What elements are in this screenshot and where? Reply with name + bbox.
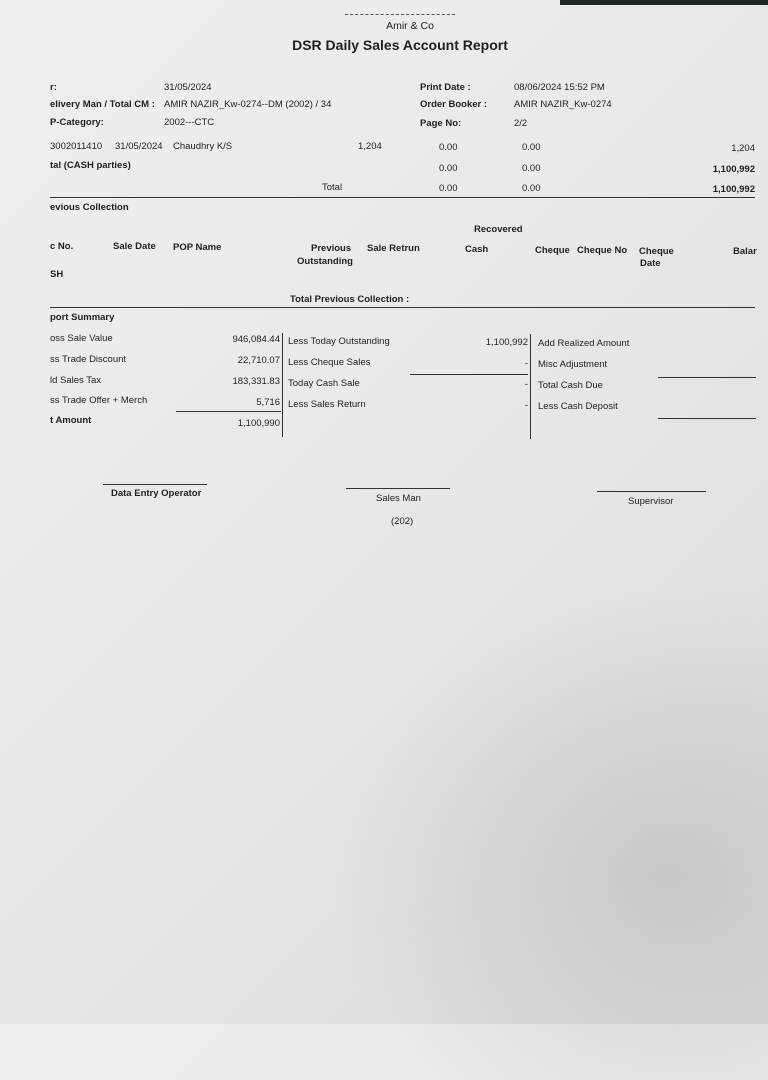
data-entry-label: Data Entry Operator [111, 488, 202, 499]
summary-left-label: ss Trade Offer + Merch [50, 395, 148, 406]
col-pop-name: POP Name [173, 242, 222, 253]
summary-left-value: 5,716 [256, 397, 280, 408]
summary-mid-value: - [524, 358, 528, 369]
summary-left-value: 22,710.07 [237, 355, 280, 366]
summary-left-label: oss Sale Value [50, 333, 113, 344]
data-entry-signature-line [103, 484, 207, 485]
page-code: (202) [391, 516, 414, 527]
summary-mid-value: 1,100,992 [485, 337, 528, 348]
sales-man-signature-line [346, 488, 450, 489]
cheque-sales-rule [410, 374, 528, 375]
summary-mid-value: - [524, 379, 528, 390]
col-sale-date: Sale Date [113, 241, 156, 252]
summary-mid-label: Less Sales Return [288, 399, 366, 410]
col-prev-outstanding-2: Outstanding [297, 256, 353, 267]
total-rule [50, 197, 755, 198]
col-sale-return: Sale Retrun [367, 243, 420, 254]
date-label: r: [50, 82, 57, 93]
cash-group-label: SH [50, 269, 64, 280]
summary-divider-1 [282, 333, 283, 437]
summary-right-label: Misc Adjustment [538, 359, 608, 370]
summary-right-label: Less Cash Deposit [538, 401, 618, 412]
total-grand: 1,100,992 [712, 184, 755, 195]
col-cheque-no: Cheque No [577, 245, 628, 256]
summary-mid-value: - [524, 400, 528, 411]
total-col1: 0.00 [439, 183, 458, 194]
report-title: DSR Daily Sales Account Report [292, 37, 508, 53]
total-col2: 0.00 [522, 183, 541, 194]
invoice-customer: Chaudhry K/S [173, 141, 233, 152]
category-label: P-Category: [50, 117, 104, 128]
supervisor-signature-line [597, 491, 706, 492]
cash-parties-col2: 0.00 [522, 163, 541, 174]
sales-man-label: Sales Man [376, 493, 421, 504]
summary-left-label: ss Trade Discount [50, 354, 127, 365]
col-balance: Balar [733, 246, 757, 257]
invoice-col1: 0.00 [439, 142, 458, 153]
summary-mid-label: Less Today Outstanding [288, 336, 390, 347]
col-prev-outstanding-1: Previous [311, 243, 352, 254]
summary-net-value: 1,100,990 [237, 418, 280, 429]
invoice-amount: 1,204 [358, 141, 382, 152]
total-label: Total [322, 182, 343, 193]
misc-adjustment-rule [658, 377, 756, 378]
summary-mid-label: Less Cheque Sales [288, 357, 371, 368]
col-inv-no: c No. [50, 241, 74, 252]
paper-shadow [300, 560, 768, 1080]
delivery-label: elivery Man / Total CM : [50, 99, 155, 110]
summary-left-value: 946,084.44 [232, 334, 280, 345]
page-label: Page No: [420, 118, 462, 129]
prev-collection-title: evious Collection [50, 202, 129, 213]
print-date-label: Print Date : [420, 82, 471, 93]
col-cheque: Cheque [535, 245, 570, 256]
col-cheque-date-2: Date [640, 258, 661, 269]
summary-left-value: 183,331.83 [232, 376, 280, 387]
category-value: 2002---CTC [164, 117, 215, 128]
cash-parties-col1: 0.00 [439, 163, 458, 174]
summary-net-label: t Amount [50, 415, 92, 426]
page-value: 2/2 [514, 118, 528, 129]
recovered-label: Recovered [474, 224, 523, 235]
cash-parties-total: 1,100,992 [712, 164, 755, 175]
prev-collection-rule [50, 307, 755, 308]
order-booker-value: AMIR NAZIR_Kw-0274 [514, 99, 612, 110]
summary-title: port Summary [50, 312, 115, 323]
col-cash: Cash [465, 244, 489, 255]
supervisor-label: Supervisor [628, 496, 674, 507]
print-date-value: 08/06/2024 15:52 PM [514, 82, 605, 93]
invoice-date: 31/05/2024 [115, 141, 163, 152]
summary-mid-label: Today Cash Sale [288, 378, 360, 389]
invoice-col2: 0.00 [522, 142, 541, 153]
header-dashes [345, 14, 455, 15]
total-prev-collection-label: Total Previous Collection : [290, 294, 410, 305]
summary-right-label: Add Realized Amount [538, 338, 630, 349]
invoice-total: 1,204 [731, 143, 755, 154]
cash-deposit-rule [658, 418, 756, 419]
order-booker-label: Order Booker : [420, 99, 488, 110]
cash-parties-label: tal (CASH parties) [50, 160, 131, 171]
net-amount-rule [176, 411, 281, 412]
top-edge-strip [560, 0, 768, 5]
date-value: 31/05/2024 [164, 82, 212, 93]
summary-divider-2 [530, 334, 531, 439]
summary-left-label: ld Sales Tax [50, 375, 102, 386]
delivery-value: AMIR NAZIR_Kw-0274--DM (2002) / 34 [164, 99, 332, 110]
invoice-no: 3002011410 [50, 141, 103, 152]
company-name: Amir & Co [386, 20, 434, 32]
summary-right-label: Total Cash Due [538, 380, 603, 391]
col-cheque-date-1: Cheque [639, 246, 674, 257]
